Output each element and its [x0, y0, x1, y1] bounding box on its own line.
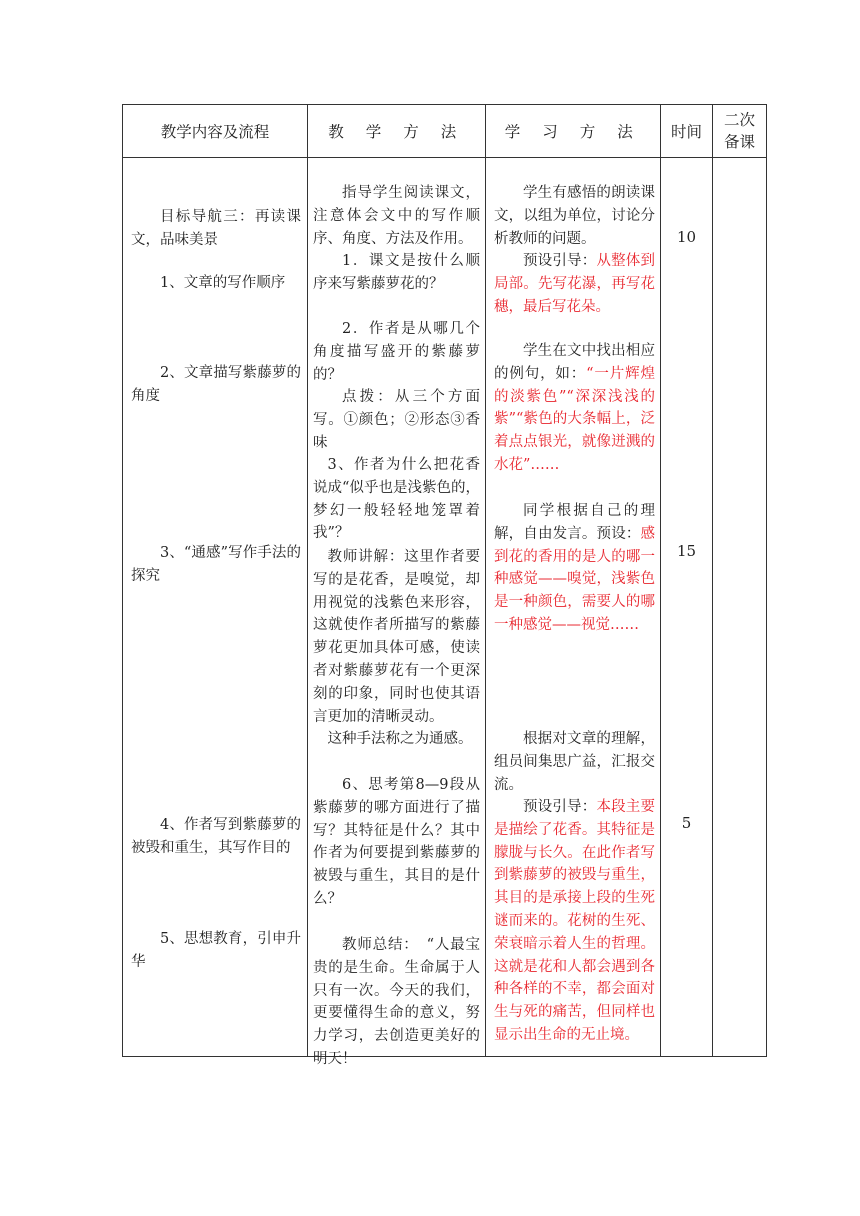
time-value-2: 15 [676, 542, 697, 560]
teaching-p9: 教师总结： “人最宝贵的是生命。生命属于人只有一次。今天的我们，更要懂得生命的意义，努力学习，去创造更美好的明天！ [313, 937, 480, 1067]
body-row [123, 158, 767, 1057]
time-value-3: 5 [681, 814, 692, 832]
learning-b3-answer: “一片辉煌的淡紫色”“深深浅浅的紫”“紫色的大条幅上，泛着点点银光，就像迸溅的水花”…… [494, 365, 656, 473]
learning-b6-lead: 预设引导： [523, 799, 597, 815]
time-column [661, 158, 713, 1057]
teaching-p1: 指导学生阅读课文，注意体会文中的写作顺序、角度、方法及作用。 [313, 185, 480, 247]
learning-b2-lead: 预设引导： [523, 253, 597, 269]
learning-b3 [486, 340, 660, 477]
learning-b2 [486, 250, 660, 318]
teaching-p6: 教师讲解：这里作者要写的是花香，是嗅觉，却用视觉的浅紫色来形容，这就使作者所描写的紫藤萝花更加具体可感，使读者对紫藤萝花有一个更深刻的印象，同时也使其语言更加的清晰灵动。 [313, 549, 480, 725]
learning-b6-answer: 本段主要是描绘了花香。其特征是朦胧与长久。在此作者写到紫藤萝的被毁与重生，其目的是承接上段的生死谜而来的。花树的生死、荣衰暗示着人生的哲理。这就是花和人都会遇到各种各样的不幸，都会面对生与死的痛苦，但同样也显示出生命的无止境。 [494, 799, 655, 1043]
goal-text: 目标导航三：再读课文，品味美景 [131, 209, 301, 248]
header-time: 时间 [661, 105, 713, 158]
teaching-p3: 2．作者是从哪几个角度描写盛开的紫藤萝的？ [313, 321, 480, 383]
learning-b4-lead: 同学根据自己的理解，自由发言。预设： [494, 503, 655, 542]
teaching-column [308, 158, 486, 1067]
teaching-p5: 3、作者为什么把花香说成“似乎也是浅紫色的，梦幻一般轻轻地笼罩着我”？ [313, 457, 480, 542]
learning-b4-answer: 感到花的香用的是人的哪一种感觉——嗅觉，浅紫色是一种颜色，需要人的哪一种感觉——视觉…… [494, 525, 655, 633]
header-row [123, 105, 767, 158]
header-prep-line1: 二次 [723, 111, 755, 129]
lesson-plan-table [122, 104, 767, 1067]
header-teaching: 教 学 方 法 [308, 105, 486, 158]
learning-column [486, 158, 661, 1057]
content-item-2: 2、文章描写紫藤萝的角度 [131, 365, 301, 404]
header-second-prep [713, 105, 767, 158]
learning-b4 [486, 500, 660, 637]
learning-b2-answer: 从整体到局部。先写花瀑，再写花穗，最后写花朵。 [494, 253, 655, 315]
header-learning: 学 习 方 法 [486, 105, 661, 158]
teaching-p7: 这种手法称之为通感。 [327, 731, 473, 747]
header-prep-line2: 备课 [723, 133, 755, 151]
learning-b1: 学生有感悟的朗读课文，以组为单位，讨论分析教师的问题。 [494, 185, 655, 247]
teaching-p4: 点拨：从三个方面写。①颜色；②形态③香味 [313, 389, 480, 451]
teaching-p2: 1．课文是按什么顺序来写紫藤萝花的？ [313, 253, 480, 292]
learning-b5: 根据对文章的理解，组员间集思广益，汇报交流。 [494, 731, 655, 793]
teaching-p8: 6、思考第8—9段从紫藤萝的哪方面进行了描写？其特征是什么？其中作者为何要提到紫藤萝的被毁与重生，其目的是什么？ [313, 777, 480, 907]
content-item-3: 3、“通感”写作手法的探究 [131, 545, 301, 584]
content-column [123, 158, 308, 1057]
content-item-1: 1、文章的写作顺序 [160, 275, 286, 291]
header-content: 教学内容及流程 [123, 105, 308, 158]
learning-b3-lead: 学生在文中找出相应的例句，如： [494, 343, 655, 382]
content-item-5: 5、思想教育，引申升华 [131, 931, 301, 970]
content-item-4: 4、作者写到紫藤萝的被毁和重生，其写作目的 [131, 817, 301, 856]
second-prep-column [713, 158, 767, 1057]
time-value-1: 10 [676, 228, 697, 246]
learning-b6 [486, 796, 660, 1047]
